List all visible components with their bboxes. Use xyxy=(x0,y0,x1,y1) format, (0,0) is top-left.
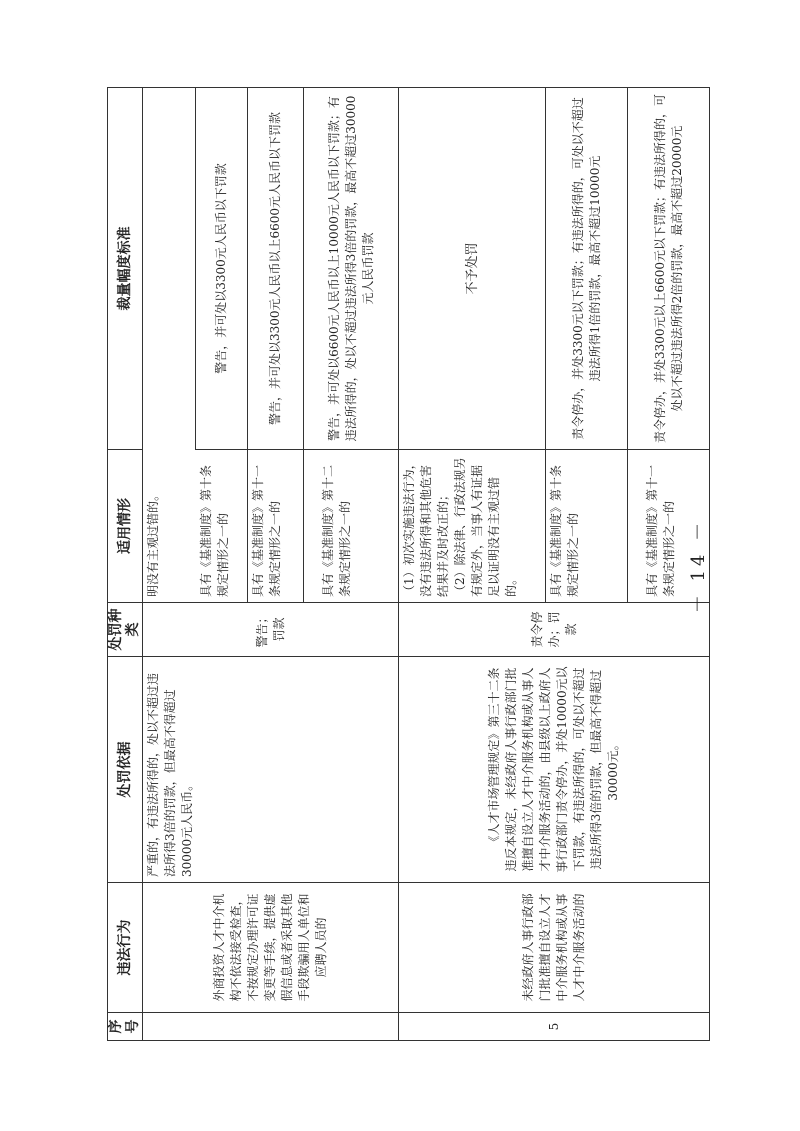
prev-situation-3: 具有《基准制度》第十二条规定情形之一的 xyxy=(304,450,399,603)
header-standard: 裁量幅度标准 xyxy=(108,88,143,450)
row5-behavior-cell: 未经政府人事行政部门批准擅自设立人才中介服务机构或从事人才中介服务活动的 xyxy=(399,883,710,1013)
table-row xyxy=(143,88,196,1041)
table-row xyxy=(399,88,546,1041)
header-seq: 序号 xyxy=(108,1013,143,1041)
header-situation: 适用情形 xyxy=(108,450,143,603)
prev-basis-cell: 严重的，有违法所得的，处以不超过违法所得3倍的罚款，但最高不得超过30000元人民币。 xyxy=(143,657,399,883)
row5-situation-3: 具有《基准制度》第十一条规定情形之一的 xyxy=(628,450,710,603)
row5-situation-2: 具有《基准制度》第十条规定情形之一的 xyxy=(546,450,628,603)
prev-top-situation: 明没有主观过错的。 xyxy=(143,88,196,603)
prev-type-cell: 警告；罚款 xyxy=(143,603,399,657)
page-number-text: － 14 － xyxy=(688,518,709,614)
prev-seq-cell xyxy=(143,1013,399,1041)
row5-standard-3: 责令停办，并处3300元以上6600元以下罚款；有违法所得的，可处以不超过违法所得2倍的罚款，最高不超过20000元 xyxy=(628,88,710,450)
prev-situation-2: 具有《基准制度》第十一条规定情形之一的 xyxy=(248,450,304,603)
prev-standard-1: 警告，并可处以3300元人民币以下罚款 xyxy=(196,88,248,450)
prev-standard-2: 警告，并可处以3300元人民币以上6600元人民币以下罚款 xyxy=(248,88,304,450)
header-behavior: 违法行为 xyxy=(108,883,143,1013)
row5-type-cell: 责令停办；罚款 xyxy=(399,603,710,657)
penalty-table xyxy=(107,87,710,1041)
row5-seq-cell: 5 xyxy=(399,1013,710,1041)
row5-standard-1: 不予处罚 xyxy=(399,88,546,450)
header-type: 处罚种类 xyxy=(108,603,143,657)
prev-behavior-cell: 外商投资人才中介机构不依法接受检查，不按规定办理许可证变更等手续，提供虚假信息或者采取其他手段欺骗用人单位和应聘人员的 xyxy=(143,883,399,1013)
prev-standard-3: 警告，并可处以6600元人民币以上10000元人民币以下罚款；有违法所得的，处以不超过违法所得3倍的罚款，最高不超过30000元人民币罚款 xyxy=(304,88,399,450)
prev-situation-1: 具有《基准制度》第十条规定情形之一的 xyxy=(196,450,248,603)
row5-basis-cell: 《人才市场管理规定》第三十二条违反本规定，未经政府人事行政部门批准擅自设立人才中介服务机构或从事人才中介服务活动的，由县级以上政府人事行政部门责令停办，并处10000元以下罚款，有违法所得的，可处以不超过违法所得3倍的罚款，但最高不得超过30000元。 xyxy=(399,657,710,883)
header-basis: 处罚依据 xyxy=(108,657,143,883)
rotated-table-wrapper xyxy=(107,88,699,1041)
row5-standard-2: 责令停办，并处3300元以下罚款；有违法所得的，可处以不超过违法所得1倍的罚款，最高不超过10000元 xyxy=(546,88,628,450)
table-header-row xyxy=(108,88,143,1041)
row5-situation-1: （1）初次实施违法行为，没有违法所得和其他危害结果并及时改正的； （2）除法律、行政法规另有规定外，当事人有证据足以证明没有主观过错的。 xyxy=(399,450,546,603)
